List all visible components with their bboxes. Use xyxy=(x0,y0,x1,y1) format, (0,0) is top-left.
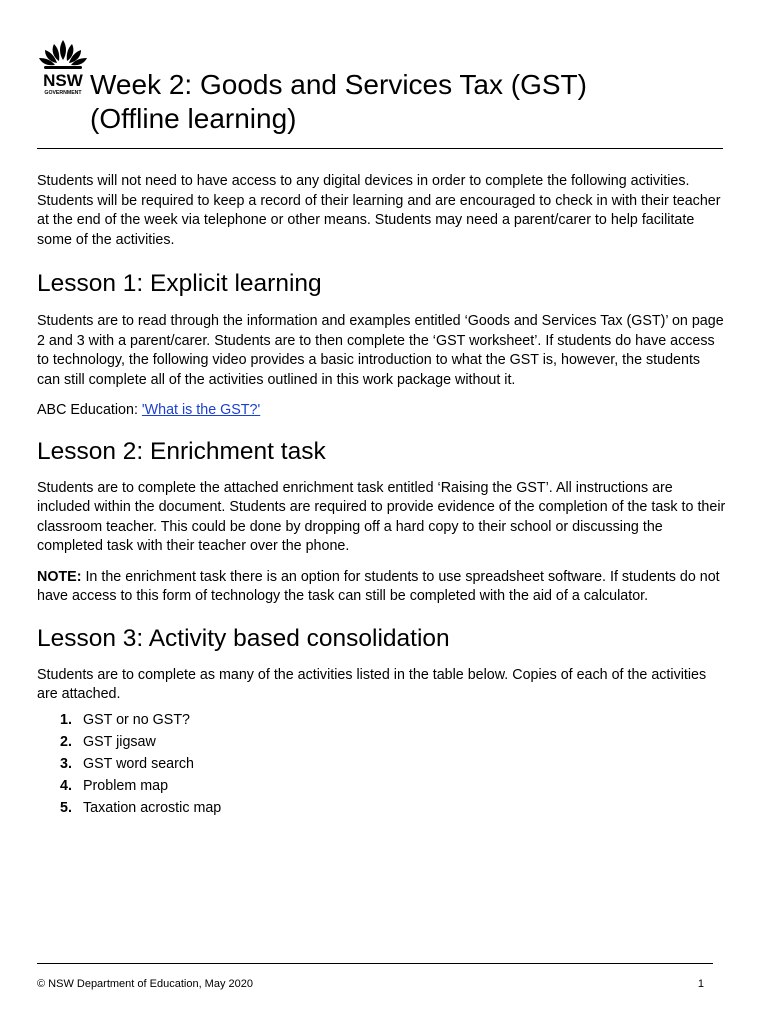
activity-list xyxy=(37,709,727,819)
what-is-gst-link[interactable]: 'What is the GST?' xyxy=(141,402,261,418)
list-item-number: 3. xyxy=(60,755,72,772)
abc-education-label: ABC Education: xyxy=(37,402,142,418)
copyright-text: © NSW Department of Education, May 2020 xyxy=(37,978,253,990)
intro-paragraph: Students will not need to have access to any digital devices in order to complete the following activities. Students will be required to keep a record of their learning and are encouraged to check in with their teacher at the end of the week via telephone or other means. Students may need a parent/carer to help facilitate some of the activities. xyxy=(37,173,721,248)
lesson3-heading: Lesson 3: Activity based consolidation xyxy=(37,624,450,652)
lesson1-heading: Lesson 1: Explicit learning xyxy=(37,270,322,297)
list-item-label: Problem map xyxy=(83,777,169,794)
list-item xyxy=(60,753,727,775)
logo-wordmark: NSW xyxy=(43,71,83,90)
list-item-label: GST jigsaw xyxy=(83,733,156,750)
page-footer xyxy=(37,977,704,991)
title-line-1: Week 2: Goods and Services Tax (GST) xyxy=(90,69,587,100)
list-item-number: 4. xyxy=(60,777,72,794)
footer-divider xyxy=(37,963,713,964)
list-item-number: 2. xyxy=(60,733,72,750)
nsw-government-logo xyxy=(36,38,90,98)
lesson1-paragraph: Students are to read through the information and examples entitled ‘Goods and Services Tax (GST)’ on page 2 and 3 with a parent/carer. Students are to then complete the ‘GST worksheet’. If students do have access to technology, the following video provides a basic introduction to what the GST is, however, the students can still complete all of the activities outlined in this work package without it. xyxy=(37,313,724,388)
lesson2-paragraph: Students are to complete the attached enrichment task entitled ‘Raising the GST’. All instructions are included within the document. Students are required to provide evidence of the completion of the task to their classroom teacher. This could be done by dropping off a hard copy to their school or discussing the completed task with their teacher over the phone. xyxy=(37,479,726,554)
page-number: 1 xyxy=(697,978,704,990)
abc-education-line xyxy=(37,401,727,421)
title-line-2: (Offline learning) xyxy=(90,103,297,134)
lesson2-heading: Lesson 2: Enrichment task xyxy=(37,437,326,465)
page-title xyxy=(90,68,730,136)
note-paragraph xyxy=(37,568,727,607)
waratah-icon xyxy=(36,38,90,98)
lesson3-paragraph: Students are to complete as many of the activities listed in the table below. Copies of each of the activities are attached. xyxy=(37,666,707,702)
list-item xyxy=(60,775,727,797)
list-item-label: GST word search xyxy=(83,755,194,772)
document-body xyxy=(37,172,727,819)
note-text: In the enrichment task there is an option for students to use spreadsheet software. If students do not have access to this form of technology the task can still be completed with the aid of a calculator. xyxy=(37,568,720,604)
list-item-number: 5. xyxy=(60,799,72,816)
list-item-label: GST or no GST? xyxy=(83,711,191,728)
list-item-label: Taxation acrostic map xyxy=(83,799,222,816)
header-divider xyxy=(37,148,723,149)
list-item xyxy=(60,731,727,753)
note-label: NOTE: xyxy=(37,568,82,585)
list-item xyxy=(60,797,727,819)
list-item-number: 1. xyxy=(60,711,72,728)
logo-subtext: GOVERNMENT xyxy=(44,90,82,96)
list-item xyxy=(60,709,727,731)
